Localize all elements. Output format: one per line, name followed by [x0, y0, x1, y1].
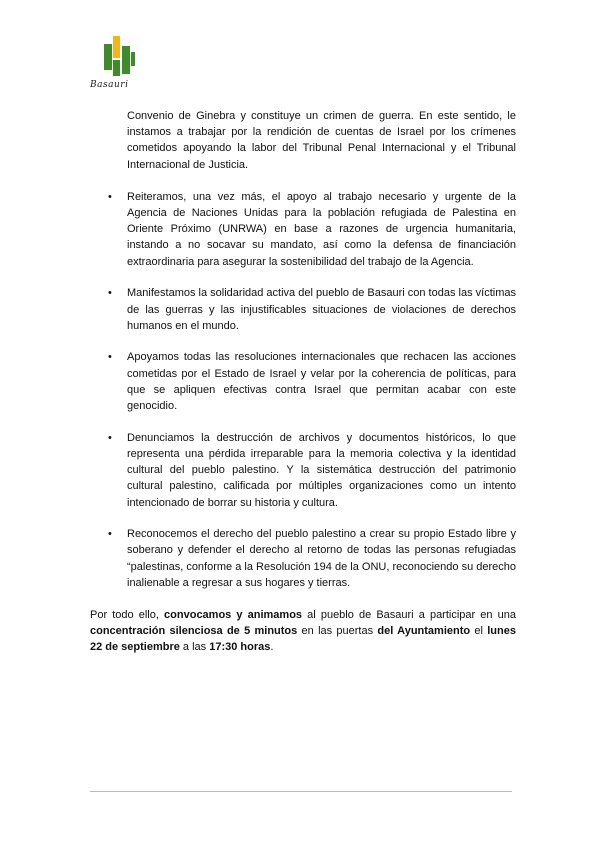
bullet-item-4: [90, 430, 516, 511]
continuation-paragraph: Convenio de Ginebra y constituye un crimen de guerra. En este sentido, le instamos a trabajar por la rendición de cuentas de Israel por los crímenes cometidos apoyando la labor del Tribunal Penal Internacional y el Tribunal Internacional de Justicia.: [127, 110, 516, 171]
bullet-list: [90, 189, 516, 591]
bullet-item-5: [90, 526, 516, 591]
footer-divider: [90, 791, 512, 792]
final-text: al pueblo de Basauri a participar en una: [302, 608, 517, 621]
bullet-item-1: [90, 189, 516, 270]
final-bold: lunes 22 de septiembre: [90, 624, 516, 653]
final-bold: del Ayuntamiento: [377, 624, 471, 637]
bullet-text: Manifestamos la solidaridad activa del pueblo de Basauri con todas las víctimas de las guerras y las injustificables situaciones de violaciones de derechos humanos en el mundo.: [127, 287, 516, 332]
logo-bar-yellow: [113, 36, 120, 58]
document-body: [90, 108, 516, 655]
final-text: a las: [179, 640, 210, 653]
final-text: en las puertas: [297, 624, 378, 637]
logo-bar-green-left: [104, 44, 112, 70]
final-bold: convocamos y animamos: [164, 608, 303, 621]
logo-wordmark: Basauri: [90, 80, 129, 90]
bullet-item-3: [90, 349, 516, 414]
final-bold: concentración silenciosa de 5 minutos: [90, 624, 298, 637]
logo-bar-green-right: [122, 46, 130, 74]
bullet-item-2: [90, 285, 516, 334]
bullet-text: Denunciamos la destrucción de archivos y documentos históricos, lo que representa una pérdida irreparable para la memoria colectiva y la identidad cultural del pueblo palestino. Y la sistemática destrucción del patrimonio cultural palestino, calificada por múltiples organizaciones como un intento intencionado de borrar su historia y cultura.: [127, 431, 516, 509]
bullet-marker: •: [108, 351, 112, 364]
bullet-text: Reiteramos, una vez más, el apoyo al trabajo necesario y urgente de la Agencia de Naciones Unidas para la población refugiada de Palestina en Oriente Próximo (UNRWA) en base a razones de urgencia humanitaria, instando a no socavar su mandato, así como la defensa de financiación extraordinaria para asegurar la sostenibilidad del trabajo de la Agencia.: [127, 190, 516, 268]
logo-bar-green-center: [113, 60, 120, 76]
bullet-marker: •: [108, 190, 112, 203]
final-text: Por todo ello,: [90, 608, 165, 621]
logo-bar-green-small: [131, 52, 135, 66]
final-text: el: [470, 624, 488, 637]
final-paragraph: [90, 607, 516, 656]
bullet-text: Reconocemos el derecho del pueblo palestino a crear su propio Estado libre y soberano y defender el derecho al retorno de todas las personas refugiadas “palestinas, conforme a la Resolución 194 de la ONU, reconociendo su derecho inalienable a regresar a sus hogares y tierras.: [127, 528, 516, 589]
final-bold: 17:30 horas: [209, 640, 271, 653]
bullet-marker: •: [108, 528, 112, 541]
bullet-marker: •: [108, 287, 112, 300]
bullet-text: Apoyamos todas las resoluciones internacionales que rechacen las acciones cometidas por el Estado de Israel y velar por la coherencia de políticas, para que se apliquen efectivas contra Israel que permitan acabar con este genocidio.: [127, 351, 516, 413]
bullet-marker: •: [108, 431, 112, 444]
final-text: .: [270, 640, 274, 653]
